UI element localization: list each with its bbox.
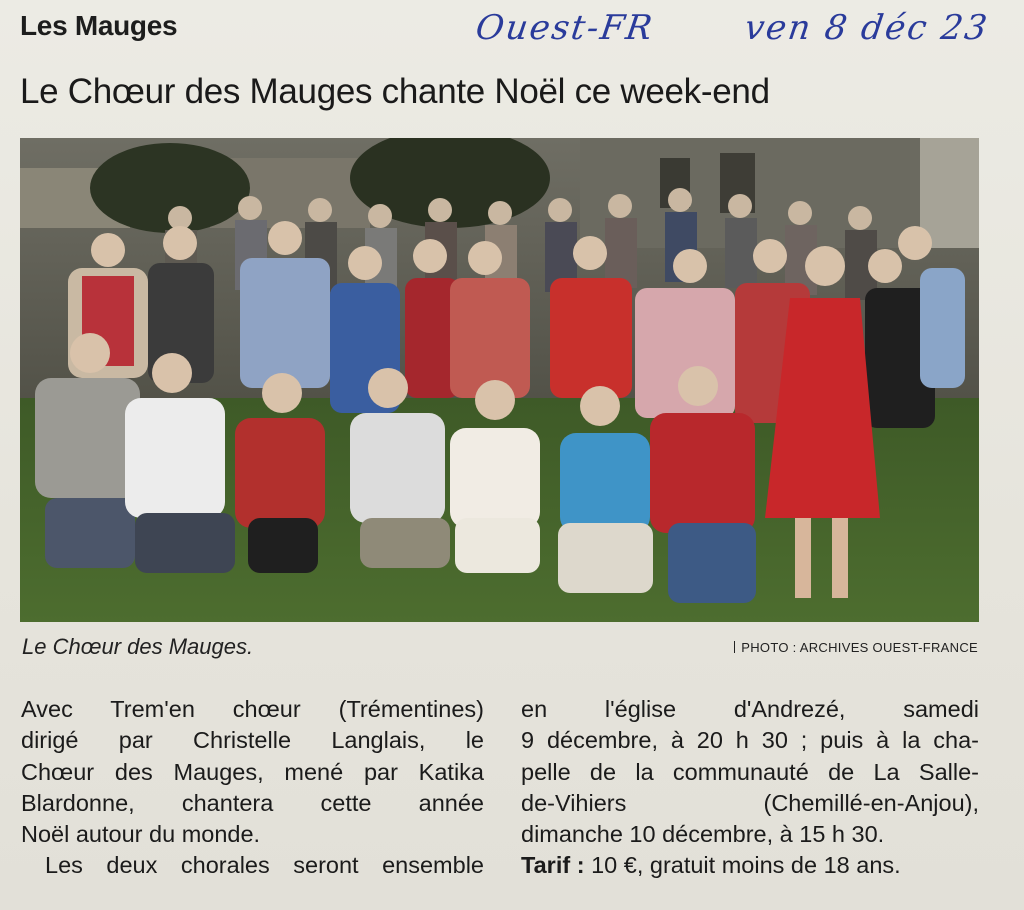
tarif-label: Tarif :	[521, 852, 585, 879]
tarif-line	[521, 850, 979, 881]
article-column-2	[521, 694, 979, 882]
section-title: Les Mauges	[20, 10, 178, 41]
photo-caption: Le Chœur des Mauges.	[22, 634, 254, 659]
headline: Le Chœur des Mauges chante Noël ce week-end	[20, 72, 770, 111]
tarif-value: 10 €, gratuit moins de 18 ans.	[584, 852, 901, 879]
photo-credit	[734, 640, 978, 655]
article-line: Blardonne, chantera cette année	[21, 789, 484, 816]
article-line: Avec Trem'en chœur (Trémentines)	[21, 696, 484, 722]
photo-credit-text: PHOTO : ARCHIVES OUEST-FRANCE	[741, 640, 978, 655]
article-column-1	[21, 694, 484, 882]
article-line: Les deux chorales seront ensemble	[45, 852, 484, 879]
choir-group-photo-image	[20, 138, 979, 622]
group-photo	[20, 138, 979, 622]
credit-divider	[734, 641, 735, 653]
article-line: de-Vihiers (Chemillé-en-Anjou),	[521, 789, 979, 816]
article-line: dirigé par Christelle Langlais, le	[21, 727, 484, 754]
handwritten-date: ven 8 déc 23	[742, 8, 992, 48]
article-line: dimanche 10 décembre, à 15 h 30.	[521, 821, 885, 848]
article-line: en l'église d'Andrezé, samedi	[521, 696, 979, 722]
article-line: 9 décembre, à 20 h 30 ; puis à la cha-	[521, 727, 979, 754]
article-line: pelle de la communauté de La Salle-	[521, 758, 979, 785]
article-line: Chœur des Mauges, mené par Katika	[21, 758, 484, 785]
handwritten-source: Ouest-FR	[473, 8, 657, 48]
article-line: Noël autour du monde.	[21, 821, 261, 848]
